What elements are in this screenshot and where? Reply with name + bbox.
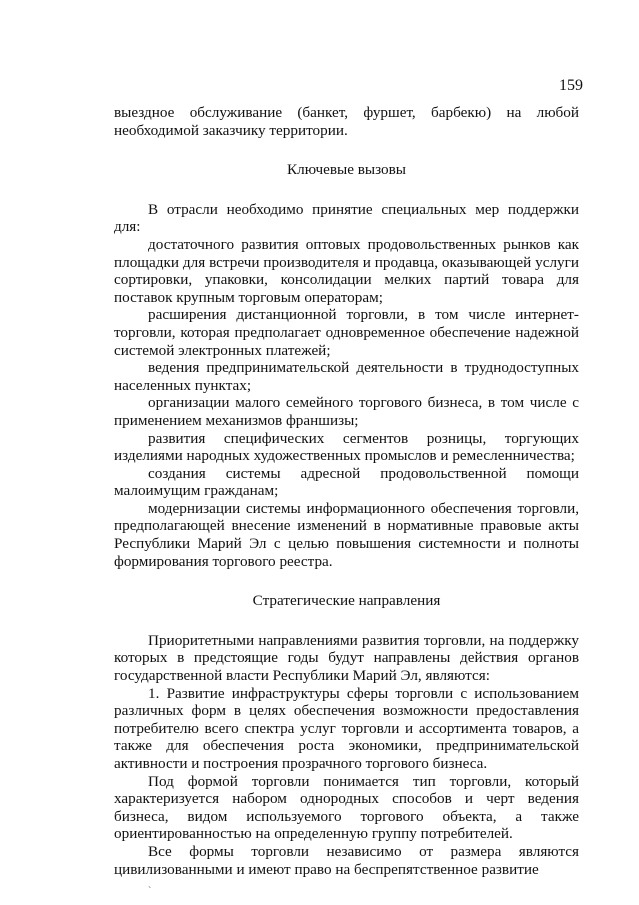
- list-item: развития специфических сегментов розницы, торгующих изделиями народных художественных промыслов и ремесленничества;: [114, 429, 579, 465]
- section-heading-strategic-directions: Стратегические направления: [252, 592, 441, 610]
- paragraph: Все формы торговли независимо от размера являются цивилизованными и имеют право на беспрепятственное развитие: [114, 842, 579, 878]
- list-item: модернизации системы информационного обеспечения торговли, предполагающей внесение изменений в нормативные правовые акты Республики Марий Эл с целью повышения системности и полноты формирования торгового реестра.: [114, 499, 579, 570]
- list-item: организации малого семейного торгового бизнеса, в том числе с применением механизмов франшизы;: [114, 394, 579, 429]
- list-item: создания системы адресной продовольственной помощи малоимущим гражданам;: [114, 464, 579, 500]
- section-lead: В отрасли необходимо принятие специальных мер поддержки для:: [114, 200, 579, 236]
- paragraph: 1. Развитие инфраструктуры сферы торговли с использованием различных форм в целях обеспечения возможности предоставления потребителю всего спектра услуг торговли и ассортимента товаров, а также для обеспечения роста экономики, предпринимательской активности и построения прозрачного торгового бизнеса.: [114, 684, 579, 772]
- scan-mark: `: [148, 886, 152, 897]
- list-item: ведения предпринимательской деятельности в труднодоступных населенных пунктах;: [114, 359, 579, 394]
- section-heading-key-challenges: Ключевые вызовы: [286, 161, 407, 179]
- intro-continuation: выездное обслуживание (банкет, фуршет, барбекю) на любой необходимой заказчику территории.: [114, 104, 579, 139]
- body-text: [114, 104, 579, 878]
- paragraph: Под формой торговли понимается тип торговли, который характеризуется набором однородных способов и черт ведения бизнеса, видом используемого торгового объекта, а также ориентированностью на определенную группу потребителей.: [114, 772, 579, 843]
- page-number: 159: [559, 77, 583, 94]
- paragraph: Приоритетными направлениями развития торговли, на поддержку которых в предстоящие годы будут направлены действия органов государственной власти Республики Марий Эл, являются:: [114, 631, 579, 685]
- list-item: расширения дистанционной торговли, в том числе интернет-торговли, которая предполагает одновременное обеспечение надежной системой электронных платежей;: [114, 306, 579, 359]
- list-item: достаточного развития оптовых продовольственных рынков как площадки для встречи производителя и продавца, оказывающей услуги сортировки, упаковки, консолидации мелких партий товара для поставок крупным торговым операторам;: [114, 235, 579, 306]
